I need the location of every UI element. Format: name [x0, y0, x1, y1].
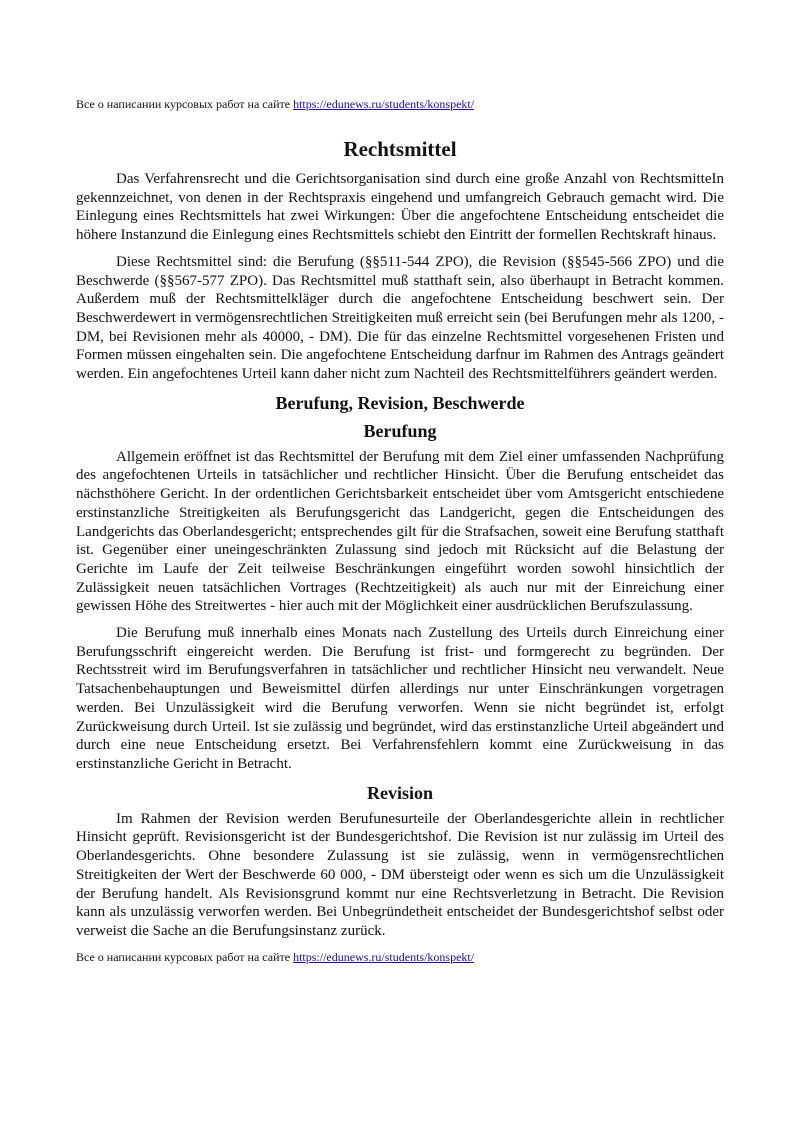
- berufung-heading: Berufung: [363, 420, 437, 441]
- footer-note-text: Все о написании курсовых работ на сайте: [76, 949, 294, 964]
- revision-heading: Revision: [366, 782, 433, 803]
- section-heading: Berufung, Revision, Beschwerde: [275, 392, 525, 413]
- revision-paragraph-1: Im Rahmen der Revision werden Berufunesurteile der Oberlandesgerichte allein in rechtlicher Hinsicht geprüft. Revisionsgericht ist der Bundesgerichtshof. Die Revision ist nur zulässig im Urteil des Oberlandesgerichts. Ohne besondere Zulassung ist sie zulässig, wenn in vermögensrechtlichen Streitigkeiten der Wert der Beschwerde 60 000, - DM übersteigt oder wenn es sich um die Unzulässigkeit der Berufung handelt. Als Revisionsgrund kommt nur eine Rechtsverletzung in Betracht. Die Revision kann als unzulässig verworfen werden. Bei Unbegründetheit entscheidet der Bundesgerichtshof selbst oder verweist die Sache an die Berufungsinstanz zurück.: [76, 810, 724, 939]
- intro-paragraph-2: Diese Rechtsmittel sind: die Berufung (§§511-544 ZPO), die Revision (§§545-566 ZPO) und die Beschwerde (§§567-577 ZPO). Das Rechtsmittel muß statthaft sein, also überhaupt in Betracht kommen. Außerdem muß der Rechtsmittelkläger durch die angefochtene Entscheidung beschwert sein. Der Beschwerdewert in vermögensrechtlichen Streitigkeiten muß erreicht sein (bei Berufungen mehr als 1200, - DM, bei Revisionen mehr als 40000, - DM). Die für das einzelne Rechtsmittel vorgesehenen Fristen und Formen müssen eingehalten sein. Die angefochtene Entscheidung darfnur im Rahmen des Antrags geändert werden. Ein angefochtenes Urteil kann daher nicht zum Nachteil des Rechtsmittelführers geändert werden.: [76, 253, 724, 383]
- footer-note: [76, 949, 724, 965]
- header-note: [76, 96, 724, 112]
- berufung-paragraph-1: Allgemein eröffnet ist das Rechtsmittel der Berufung mit dem Ziel einer umfassenden Nachprüfung des angefochtenen Urteils in tatsächlicher und rechtlicher Hinsicht. Über die Berufung entscheidet das nächsthöhere Gericht. In der ordentlichen Gerichtsbarkeit entscheidet über vom Amtsgericht entschiedene erstinstanzliche Streitigkeiten als Berufungsgericht das Landgericht, gegen die Entscheidungen des Landgerichts das Oberlandesgericht; entsprechendes gilt für die Strafsachen, soweit eine Berufung statthaft ist. Gegenüber einer uneingeschränkten Zulassung sind jedoch mit Rücksicht auf die Belastung der Gerichte im Laufe der Zeit teilweise Beschränkungen eingeführt worden sowohl hinsichtlich der Zulässigkeit neuen tatsächlichen Vortrages (Rechtzeitigkeit) als auch nur mit der Einreichung einer gewissen Höhe des Streitwertes - hier auch mit der Möglichkeit einer ausdrücklichen Berufszulassung.: [76, 448, 724, 615]
- document-title: Rechtsmittel: [343, 137, 457, 161]
- header-note-link[interactable]: https://edunews.ru/students/konspekt/: [293, 97, 475, 111]
- header-note-text: Все о написании курсовых работ на сайте: [76, 97, 294, 111]
- document-page: [76, 96, 724, 965]
- footer-note-link[interactable]: https://edunews.ru/students/konspekt/: [293, 949, 475, 964]
- berufung-paragraph-2: Die Berufung muß innerhalb eines Monats nach Zustellung des Urteils durch Einreichung einer Berufungsschrift eingereicht werden. Die Berufung ist frist- und formgerecht zu begründen. Der Rechtsstreit wird im Berufungsverfahren in tatsächlicher und rechtlicher Hinsicht neu verwandelt. Neue Tatsachenbehauptungen und Beweismittel dürfen allerdings nur unter Einschränkungen vorgetragen werden. Bei Unzulässigkeit wird die Berufung verworfen. Wenn sie nicht begründet ist, erfolgt Zurückweisung durch Urteil. Ist sie zulässig und begründet, wird das erstinstanzliche Urteil abgeändert und durch eine neue Entscheidung ersetzt. Bei Verfahrensfehlern kommt eine Zurückweisung in das erstinstanzliche Gericht in Betracht.: [76, 625, 724, 772]
- intro-paragraph-1: Das Verfahrensrecht und die Gerichtsorganisation sind durch eine große Anzahl von RechtsmitteIn gekennzeichnet, von denen in der Rechtspraxis eingehend und umfangreich Gebrauch gemacht wird. Die Einlegung eines Rechtsmittels hat zwei Wirkungen: Über die angefochtene Entscheidung entscheidet die höhere Instanzund die Einlegung eines Rechtsmittels schiebt den Eintritt der formellen Rechtskraft hinaus.: [76, 171, 724, 244]
